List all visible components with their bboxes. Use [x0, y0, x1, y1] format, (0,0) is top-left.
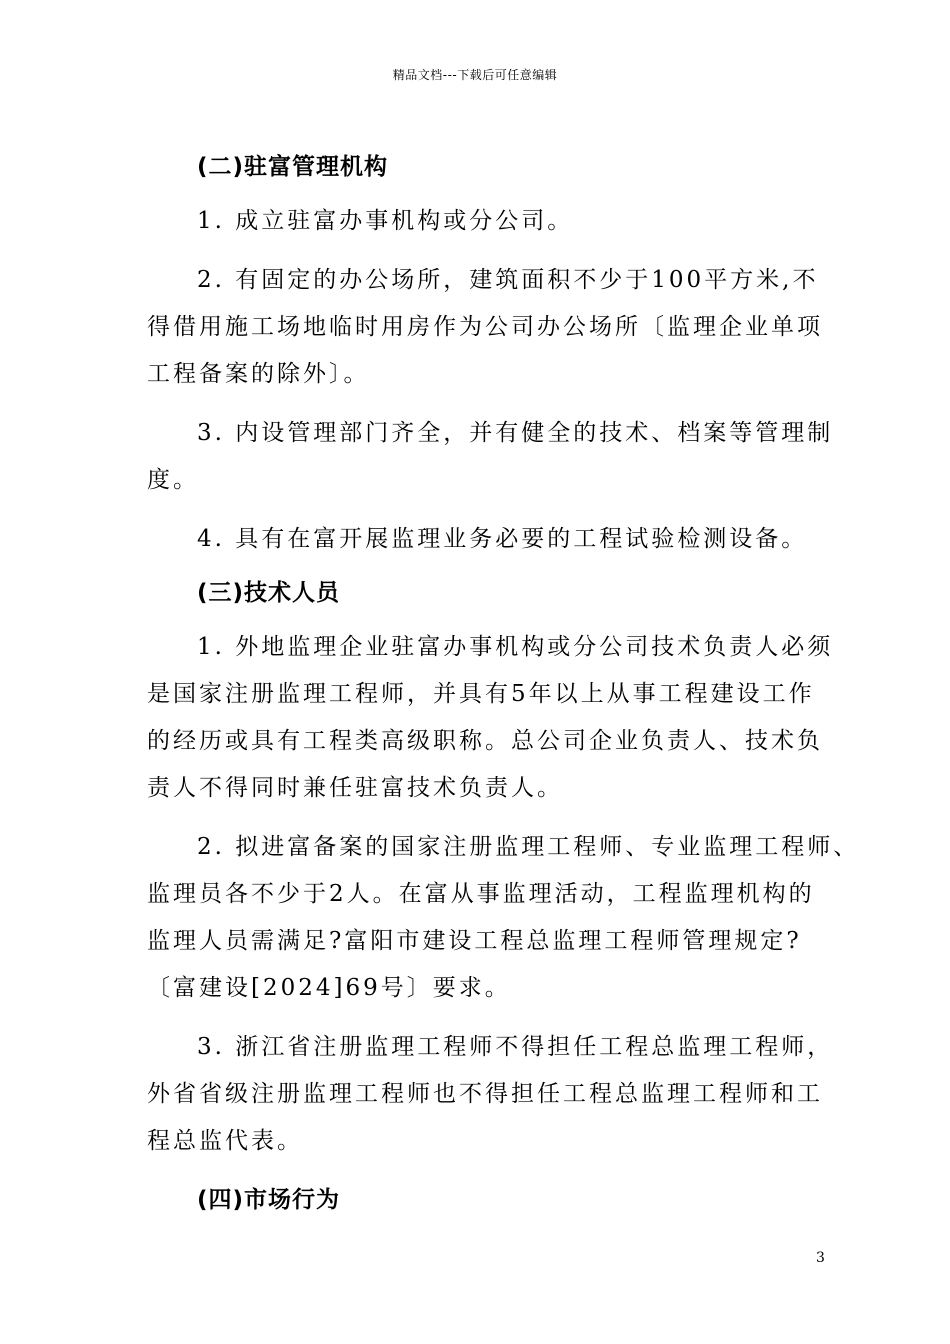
paragraph-2-3	[147, 410, 837, 504]
text-line: 1. 成立驻富办事机构或分公司。	[197, 208, 574, 234]
text-line: 3. 浙江省注册监理工程师不得担任工程总监理工程师，	[197, 1034, 834, 1060]
text-line: 2. 拟进富备案的国家注册监理工程师、专业监理工程师、	[197, 834, 860, 860]
text-line: 工程备案的除外〕。	[147, 361, 370, 387]
text-line: 得借用施工场地临时用房作为公司办公场所〔监理企业单项	[147, 314, 823, 340]
text-line: 度。	[147, 467, 199, 493]
text-line: 2. 有固定的办公场所，建筑面积不少于100平方米,不	[197, 267, 819, 293]
text-line: 监理人员需满足?富阳市建设工程总监理工程师管理规定?	[147, 928, 802, 954]
text-line: 责人不得同时兼任驻富技术负责人。	[147, 775, 563, 801]
text-line: 程总监代表。	[147, 1128, 303, 1154]
paragraph-3-2	[147, 824, 860, 1012]
text-line: 是国家注册监理工程师，并具有5年以上从事工程建设工作	[147, 681, 815, 707]
section-heading-management: (二)驻富管理机构	[197, 154, 389, 180]
text-line: 3. 内设管理部门齐全，并有健全的技术、档案等管理制	[197, 420, 834, 446]
text-line: 的经历或具有工程类高级职称。总公司企业负责人、技术负	[147, 728, 823, 754]
section-heading-technical-staff: (三)技术人员	[197, 580, 341, 606]
text-line: 4. 具有在富开展监理业务必要的工程试验检测设备。	[197, 526, 808, 552]
paragraph-3-3	[147, 1024, 837, 1165]
page-header: 精品文档---下载后可任意编辑	[392, 68, 558, 82]
text-line: 监理员各不少于2人。在富从事监理活动，工程监理机构的	[147, 881, 815, 907]
document-body	[147, 144, 860, 1224]
text-line: 1. 外地监理企业驻富办事机构或分公司技术负责人必须	[197, 634, 834, 660]
paragraph-2-2	[147, 257, 837, 398]
paragraph-2-1	[147, 198, 837, 245]
paragraph-3-1	[147, 624, 837, 812]
paragraph-2-4	[147, 516, 837, 563]
page-number: 3	[816, 1250, 825, 1266]
text-line: 〔富建设[2024]69号〕要求。	[147, 975, 511, 1001]
section-heading-market-behavior: (四)市场行为	[197, 1187, 341, 1213]
text-line: 外省省级注册监理工程师也不得担任工程总监理工程师和工	[147, 1081, 823, 1107]
